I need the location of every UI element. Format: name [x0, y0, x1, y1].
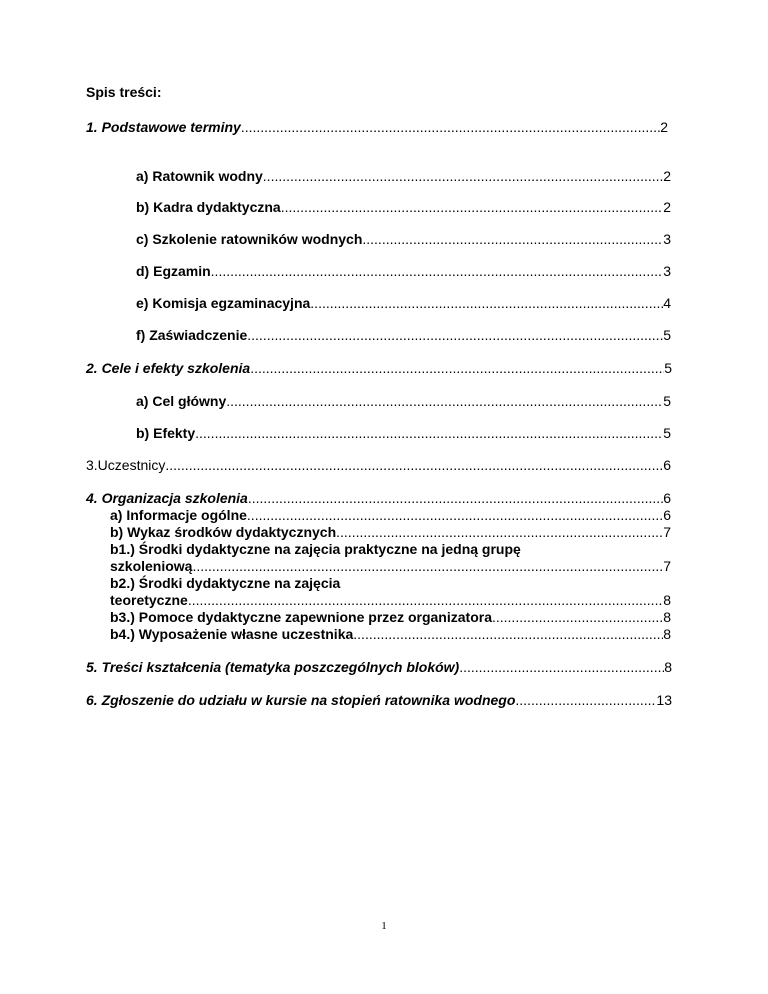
toc-leader-dots: [310, 295, 663, 311]
toc-page-number: 6: [663, 457, 671, 473]
toc-entry-4[interactable]: [86, 490, 671, 506]
toc-entry-label: 5. Treści kształcenia (tematyka poszczególnych bloków): [86, 659, 460, 675]
toc-page-number: 7: [663, 524, 671, 540]
toc-page-number: 8: [663, 626, 671, 642]
toc-page-number: 3: [663, 263, 671, 279]
toc-entry-2b[interactable]: [136, 425, 671, 441]
toc-entry-label: 4. Organizacja szkolenia: [86, 490, 248, 506]
toc-entry-1[interactable]: [86, 119, 668, 135]
toc-entry-label: b3.) Pomoce dydaktyczne zapewnione przez organizatora: [110, 609, 492, 625]
toc-leader-dots: [459, 659, 664, 675]
toc-entry-1f[interactable]: [136, 327, 671, 343]
toc-entry-4b2-first-line: b2.) Środki dydaktyczne na zajęcia: [110, 575, 341, 591]
toc-entry-label: a) Informacje ogólne: [110, 507, 247, 523]
toc-entry-label: b) Wykaz środków dydaktycznych: [110, 524, 337, 540]
toc-leader-dots: [250, 360, 664, 376]
toc-entry-label: 6. Zgłoszenie do udziału w kursie na stopień ratownika wodnego: [86, 692, 516, 708]
toc-page-number: 4: [663, 295, 671, 311]
toc-entry-5[interactable]: [86, 659, 672, 675]
toc-page-number: 2: [663, 199, 671, 215]
toc-entry-4b[interactable]: [110, 524, 671, 540]
toc-entry-1a[interactable]: [136, 168, 671, 184]
toc-entry-label: a) Ratownik wodny: [136, 168, 263, 184]
toc-leader-dots: [188, 592, 663, 608]
toc-leader-dots: [241, 119, 660, 135]
page-title: Spis treści:: [86, 84, 162, 100]
toc-entry-label: b4.) Wyposażenie własne uczestnika: [110, 626, 354, 642]
toc-entry-4b3[interactable]: [110, 609, 671, 625]
page-number: 1: [381, 920, 387, 932]
toc-entry-label: szkoleniową: [110, 558, 193, 574]
toc-entry-label: b) Efekty: [136, 425, 196, 441]
toc-entry-4b1-first-line: b1.) Środki dydaktyczne na zajęcia praktyczne na jedną grupę: [110, 541, 521, 557]
toc-entry-6[interactable]: [86, 692, 672, 708]
toc-leader-dots: [192, 558, 663, 574]
toc-entry-1c[interactable]: [136, 231, 671, 247]
toc-entry-4b1[interactable]: [110, 558, 671, 574]
toc-leader-dots: [211, 263, 664, 279]
toc-leader-dots: [247, 507, 663, 523]
toc-page-number: 5: [663, 327, 671, 343]
toc-entry-label: d) Egzamin: [136, 263, 211, 279]
toc-leader-dots: [336, 524, 663, 540]
toc-entry-label: c) Szkolenie ratowników wodnych: [136, 231, 363, 247]
toc-page-number: 7: [663, 558, 671, 574]
toc-entry-label: teoretyczne: [110, 592, 188, 608]
toc-page-number: 2: [660, 119, 668, 135]
toc-entry-4b2[interactable]: [110, 592, 671, 608]
toc-page-number: 5: [663, 393, 671, 409]
toc-leader-dots: [492, 609, 663, 625]
toc-entry-label: 1. Podstawowe terminy: [86, 119, 241, 135]
toc-page-number: 8: [663, 592, 671, 608]
toc-leader-dots: [226, 393, 663, 409]
toc-page-number: 6: [663, 507, 671, 523]
toc-leader-dots: [165, 457, 663, 473]
toc-page-number: 6: [663, 490, 671, 506]
toc-leader-dots: [362, 231, 663, 247]
toc-leader-dots: [263, 168, 663, 184]
toc-entry-1e[interactable]: [136, 295, 671, 311]
toc-entry-3[interactable]: [86, 457, 671, 473]
toc-entry-1b[interactable]: [136, 199, 671, 215]
toc-entry-1d[interactable]: [136, 263, 671, 279]
toc-page-number: 2: [663, 168, 671, 184]
toc-entry-label: f) Zaświadczenie: [136, 327, 248, 343]
toc-entry-label: b) Kadra dydaktyczna: [136, 199, 281, 215]
toc-page-number: 8: [664, 659, 672, 675]
toc-page-number: 5: [664, 360, 672, 376]
toc-entry-2[interactable]: [86, 360, 672, 376]
toc-page-number: 8: [663, 609, 671, 625]
toc-entry-label: e) Komisja egzaminacyjna: [136, 295, 311, 311]
toc-leader-dots: [248, 490, 663, 506]
toc-page-number: 3: [663, 231, 671, 247]
toc-entry-2a[interactable]: [136, 393, 671, 409]
toc-entry-label: 2. Cele i efekty szkolenia: [86, 360, 251, 376]
toc-entry-4b4[interactable]: [110, 626, 671, 642]
toc-leader-dots: [247, 327, 663, 343]
toc-leader-dots: [281, 199, 663, 215]
toc-leader-dots: [515, 692, 656, 708]
toc-leader-dots: [353, 626, 663, 642]
toc-entry-label: a) Cel główny: [136, 393, 227, 409]
toc-entry-label: 3.Uczestnicy: [86, 457, 166, 473]
toc-page-number: 13: [656, 692, 672, 708]
toc-entry-4a[interactable]: [110, 507, 671, 523]
toc-leader-dots: [195, 425, 663, 441]
toc-page-number: 5: [663, 425, 671, 441]
